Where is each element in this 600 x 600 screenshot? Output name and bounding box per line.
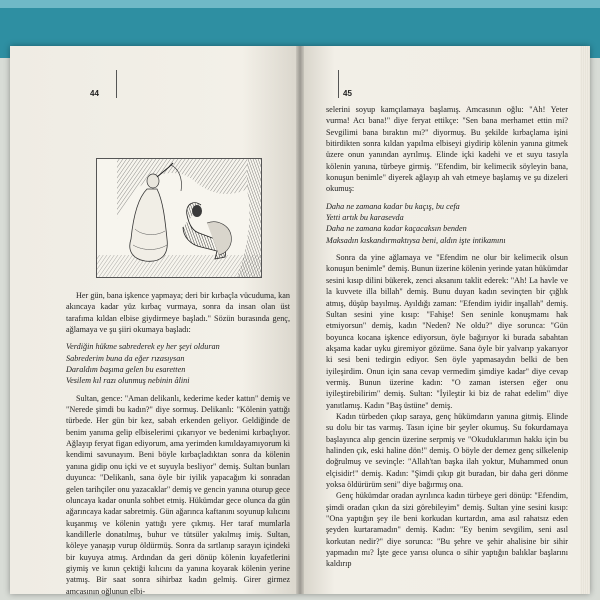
engraving-illustration [96, 158, 262, 278]
book-spread [10, 46, 590, 594]
right-page-number: 45 [343, 89, 352, 98]
left-header-rule [116, 70, 117, 98]
left-page-number: 44 [90, 89, 99, 98]
left-verse-line: Daraldım başıma gelen bu esaretten [66, 365, 186, 375]
left-verse-line: Sabrederim buna da eğer rızasıysan [66, 353, 185, 363]
engraving-drawing [97, 159, 261, 277]
right-paragraph-1: selerini soyup kamçılamaya başlamış. Amcasının oğlu: "Ah! Yeter vurma! Acı bana!" diye feryat ettikçe: "Sen bana merhamet ettin mi? Sevgilimi bana bıraktın mı?" diyormuş. Bu şekilde kırbaçlama işini bitirdikten sonra kıldan yapılma elbiseyi giydirip kölenin yanına gitmek üzere onun yanından ayrılmış. Elinde içki kadehi ve et suyu tasıyla kölenin yanına, türbeye girmiş. "Efendim, bir kelimecik söyleyin bana, konuşun benimle" diyerek ağlayıp ah vah etmeye başlamış ve şu dizeleri okumuş: [326, 105, 568, 194]
left-verse-line: Vesilem kıl razı olunmuş nebinin âlini [66, 376, 190, 386]
left-verse-line: Verdiğin hükme sabrederek ey her şeyi olduran [66, 342, 220, 352]
right-verse-line: Daha ne zamana kadar kaçacaksın benden [326, 224, 467, 234]
right-paragraph-4: Genç hükümdar oradan ayrılınca kadın türbeye geri dönüp: "Efendim, şimdi oradan çıkın da sizi görebileyim" demiş. Sultan yine sesini kısıp: "Ona yaptığın şey ile beni korkudan kurtardın, ama asıl rahatsız eden şeyden kurtaramadın" demiş. Kadın: "Ey benim sevgilim, seni asıl korkutan nedir?" diye sorunca: "Bu şehre ve şehir ahalisine bir sihir yapmadın mı? İşte gece yarısı olunca o sihir yaptığın balıklar başlarını kaldırıp [326, 491, 568, 569]
right-verse-line: Yetti artık bu karasevda [326, 213, 404, 223]
right-verse-line: Daha ne zamana kadar bu kaçış, bu cefa [326, 201, 460, 211]
right-paragraph-3: Kadın türbeden çıkıp saraya, genç hükümdarın yanına gitmiş. Elinde su dolu bir tas varmış. Tasın içine bir şeyler okumuş. Su fokurdamaya başlayınca alıp gencin üzerine serpmiş ve "Okuduklarımın hakkı için bu halinden çık, eski haline dön!" demiş. O böyle der demez genç silkelenip doğrulmuş ve sevinçle: "Allah'tan başka ilah yoktur, Muhammed onun elçisidir!" demiş. Kadın: "Şimdi çıkıp git buradan, bir daha geri dönme yoksa öldürürüm seni" diye bağırmış ona. [326, 411, 568, 489]
page-edges [580, 46, 590, 594]
right-paragraph-2: Sonra da yine ağlamaya ve "Efendim ne olur bir kelimecik olsun konuşun benimle" demiş. Bunun üzerine kölenin yerinde yatan hükümdar sesini kısıp dilini bükerek, zenci aksanını taklit ederek: "Ah! La havle ve la kuvvete illa billah" demiş. Bunu duyan kadın sevinçten bir çığlık atmış, düşüp bayılmış. Ayıldığı zaman: "Efendim iyidir inşallah" demiş. Sultan sesini yine kısıp: "Fahişe! Sen seninle konuşmamı hak etmiyorsun" demiş, kadın "Neden? Ne oldu?" diye sorunca: "Gün boyunca kocana işkence ediyorsun, öyle bağırıyor ki burada sabahtan akşama kadar uyku giremiyor gözüme. Sana öyle bir yalvarıp yakarıyor ki sesi beni tedirgin ediyor. Sen öyle yapmasaydın belki de ben iyileşirdim. Onun için sana cevap vermedim şimdiye kadar" diye cevap vermiş. Bunun üzerine kadın: "O zaman istersen eğer onu iyileştirebilirim" demiş. Sultan: "İyileştir ki biz de rahat edelim" diye yanıtlamış. Kadın "Baş üstüne" demiş. [326, 253, 568, 410]
left-paragraph-1: Her gün, bana işkence yapmaya; deri bir kırbaçla vücuduma, kan akıncaya kadar yüz kırbaç vurmaya, sonra da insan olan üst tarafıma kıldan elbise giydirmeye başladı." Sözün burasında genç, ağlamaya ve şu şiiri okumaya başladı: [66, 291, 290, 335]
right-verse [326, 201, 568, 246]
teal-strip [0, 0, 600, 8]
right-header-rule [338, 70, 339, 98]
left-paragraph-2: Sultan, gence: "Aman delikanlı, kederime keder kattın" demiş ve "Nerede şimdi bu kadın?" diye sormuş. Delikanlı: "Kölenin yattığı türbede. Her gün bir kez, sabah erkenden geliyor. Geldiğinde de benim yanıma gelip elbiselerimi çıkarıyor ve bedenimi kırbaçlıyor. Ağlayıp feryat figan ediyorum, ama yerimden kımıldayamıyorum ki kendimi savunayım. Beni böyle kırbaçladıktan sonra da kölenin yanına gidip onu içki ve et suyuyla besliyor" demiş. Sultan bunları duyunca: "Delikanlı, sana öyle bir iyilik yapacağım ki sonradan gelen tarihçiler onu yazacaklar" demiş ve gencin yanına oturup gece oluncaya kadar onunla sohbet etmiş. Hükümdar gece olunca da gün ağarıncaya kadar sabretmiş. Gün ağarınca kaftanını soyunup kılıcını kuşanmış ve kölenin yattığı yere çıkmış. Her taraf mumlarla kandillerle donatılmış, buhur ve tütsüler yakılmış imiş. Sultan, köleye yanaşıp vurup öldürmüş. Sonra da sırtlanıp sarayın içindeki bir kuyuya atmış. Ardından da geri dönüp kölenin kıyafetlerini giymiş ve kının çektiği kılıcını da yanına koyarak kölenin yerine yatmış. Bir saat sonra sihirbaz kadın gelmiş. Girer girmez amcasının oğlunun elbi- [66, 393, 290, 596]
right-verse-line: Maksadın kıskandırmaktıysa beni, aldın işte intikamını [326, 235, 506, 245]
book-gutter [296, 46, 304, 594]
left-verse [66, 341, 290, 386]
left-page-text [66, 290, 290, 597]
right-page-text [326, 104, 568, 570]
